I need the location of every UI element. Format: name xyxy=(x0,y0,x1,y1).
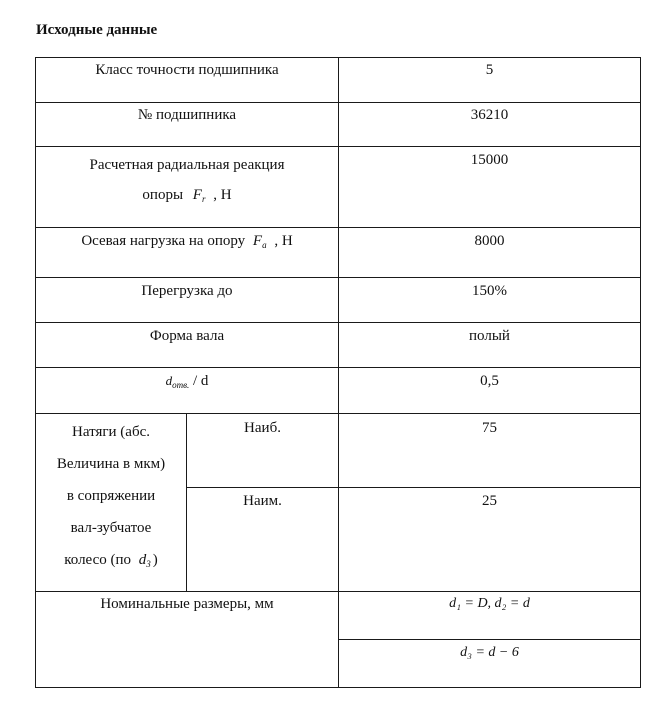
math-symbol xyxy=(253,233,267,249)
math-symbol-letter: F xyxy=(252,233,263,249)
table-border-right xyxy=(640,57,641,688)
label-bore-ratio xyxy=(36,371,338,391)
label-interference-line4: вал-зубчатое xyxy=(70,520,152,536)
row-divider xyxy=(186,487,641,488)
label-nominal-dimensions: Номинальные размеры, мм xyxy=(100,596,274,612)
formula-d3: d₃ = d − 6 xyxy=(460,645,519,660)
math-symbol-letter: d xyxy=(165,373,173,388)
value-axial-load: 8000 xyxy=(474,233,505,249)
label-interference-line1: Натяги (абс. xyxy=(72,424,150,440)
value-radial-reaction: 15000 xyxy=(470,152,509,168)
label-radial-reaction-post: , Н xyxy=(213,187,232,203)
value-accuracy-class: 5 xyxy=(485,62,494,78)
math-subscript: r xyxy=(201,194,206,204)
label-bearing-number: № подшипника xyxy=(137,107,237,123)
section-heading: Исходные данные xyxy=(36,22,158,38)
label-interference-line2: Величина в мкм) xyxy=(56,456,166,472)
label-radial-reaction-pre: опоры xyxy=(142,187,184,203)
label-shaft-form: Форма вала xyxy=(149,328,225,344)
label-max: Наиб. xyxy=(244,420,281,436)
label-axial-load xyxy=(36,231,338,251)
math-subscript: отв. xyxy=(172,380,190,390)
label-interference xyxy=(36,416,186,576)
value-min: 25 xyxy=(482,493,497,509)
label-bore-ratio-post: / d xyxy=(189,373,209,389)
math-subscript: a xyxy=(262,240,267,250)
label-axial-load-post: , Н xyxy=(274,233,293,249)
label-overload: Перегрузка до xyxy=(141,283,233,299)
math-symbol-letter: d xyxy=(138,552,147,568)
value-max: 75 xyxy=(482,420,497,436)
value-overload: 150% xyxy=(472,283,507,299)
math-symbol-letter: F xyxy=(192,187,202,203)
math-symbol xyxy=(139,552,151,568)
label-radial-reaction xyxy=(36,150,338,210)
label-interference-line3: в сопряжении xyxy=(66,488,156,504)
label-min: Наим. xyxy=(243,493,282,509)
label-axial-load-pre: Осевая нагрузка на опору xyxy=(81,233,246,249)
value-bore-ratio: 0,5 xyxy=(480,373,499,389)
formula-d1-d2: d₁ = D, d₂ = d xyxy=(449,596,530,611)
value-shaft-form: полый xyxy=(469,328,510,344)
math-symbol xyxy=(193,187,206,203)
math-symbol xyxy=(166,373,190,388)
label-accuracy-class: Класс точности подшипника xyxy=(95,62,279,78)
label-interference-line5 xyxy=(36,544,186,576)
value-bearing-number: 36210 xyxy=(470,107,509,123)
label-radial-reaction-line2 xyxy=(36,180,338,210)
label-interference-line5-post: ) xyxy=(152,552,158,568)
label-radial-reaction-line1: Расчетная радиальная реакция xyxy=(89,157,285,173)
label-interference-line5-pre: колесо (по xyxy=(64,552,132,568)
row-divider xyxy=(338,639,641,640)
math-subscript: 3 xyxy=(146,559,151,569)
